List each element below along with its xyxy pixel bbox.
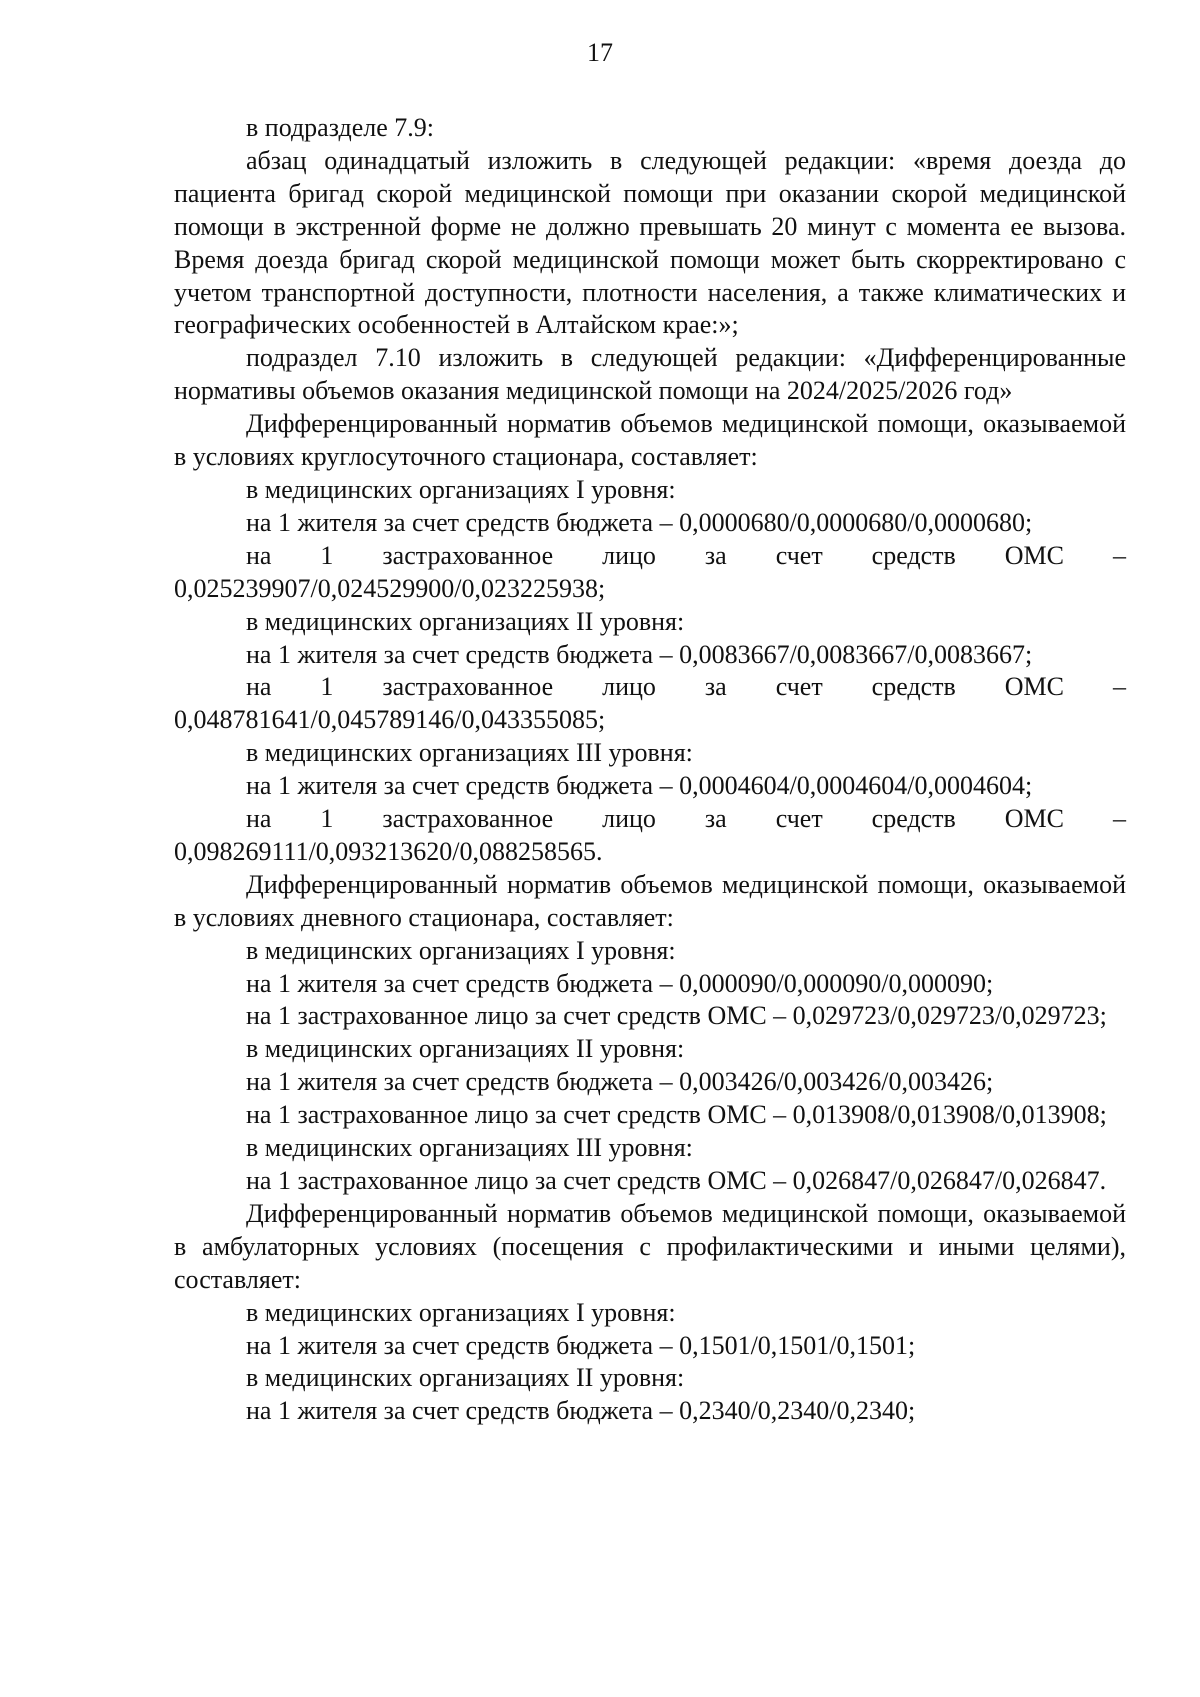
document-body xyxy=(174,112,1126,1428)
paragraph: в медицинских организациях I уровня: xyxy=(246,474,676,504)
paragraph: на 1 жителя за счет средств бюджета – 0,0083667/0,0083667/0,0083667; xyxy=(246,639,1033,669)
paragraph: в медицинских организациях I уровня: xyxy=(246,1297,676,1327)
paragraph: в медицинских организациях I уровня: xyxy=(246,935,676,965)
paragraph: на 1 жителя за счет средств бюджета – 0,003426/0,003426/0,003426; xyxy=(246,1067,994,1097)
page-number: 17 xyxy=(587,38,613,67)
paragraph: в медицинских организациях II уровня: xyxy=(246,1034,685,1064)
paragraph: на 1 жителя за счет средств бюджета – 0,0000680/0,0000680/0,0000680; xyxy=(246,507,1033,537)
paragraph: Дифференцированный норматив объемов медицинской помощи, оказываемой в условиях круглосуточного стационара, составляет: xyxy=(174,409,1126,472)
paragraph: на 1 жителя за счет средств бюджета – 0,0004604/0,0004604/0,0004604; xyxy=(246,771,1033,801)
paragraph: Дифференцированный норматив объемов медицинской помощи, оказываемой в условиях дневного стационара, составляет: xyxy=(174,869,1126,932)
paragraph: на 1 жителя за счет средств бюджета – 0,2340/0,2340/0,2340; xyxy=(246,1396,916,1426)
paragraph: в медицинских организациях II уровня: xyxy=(246,1363,685,1393)
paragraph: в медицинских организациях III уровня: xyxy=(246,1133,693,1163)
paragraph: на 1 застрахованное лицо за счет средств ОМС – 0,013908/0,013908/0,013908; xyxy=(246,1100,1107,1130)
paragraph: на 1 жителя за счет средств бюджета – 0,000090/0,000090/0,000090; xyxy=(246,968,994,998)
paragraph: в медицинских организациях III уровня: xyxy=(246,738,693,768)
paragraph: на 1 жителя за счет средств бюджета – 0,1501/0,1501/0,1501; xyxy=(246,1330,916,1360)
paragraph: Дифференцированный норматив объемов медицинской помощи, оказываемой в амбулаторных условиях (посещения с профилактическими и иными целями), составляет: xyxy=(174,1198,1126,1294)
paragraph: абзац одинадцатый изложить в следующей редакции: «время доезда до пациента бригад скорой медицинской помощи при оказании скорой медицинской помощи в экстренной форме не должно превышать 20 минут с момента ее вызова. Время доезда бригад скорой медицинской помощи может быть скорректировано с учетом транспортной доступности, плотности населения, а также климатических и географических особенностей в Алтайском крае:»; xyxy=(174,145,1126,340)
paragraph: на 1 застрахованное лицо за счет средств ОМС – 0,026847/0,026847/0,026847. xyxy=(246,1166,1107,1195)
paragraph: на 1 застрахованное лицо за счет средств ОМС – 0,048781641/0,045789146/0,043355085; xyxy=(174,672,1126,735)
paragraph: на 1 застрахованное лицо за счет средств ОМС – 0,025239907/0,024529900/0,023225938; xyxy=(174,540,1126,603)
paragraph: подраздел 7.10 изложить в следующей редакции: «Дифференцированные нормативы объемов оказания медицинской помощи на 2024/2025/2026 год» xyxy=(174,343,1126,406)
paragraph: на 1 застрахованное лицо за счет средств ОМС – 0,098269111/0,093213620/0,088258565. xyxy=(174,804,1126,866)
paragraph: в подразделе 7.9: xyxy=(246,113,435,142)
paragraph: в медицинских организациях II уровня: xyxy=(246,606,685,636)
paragraph: на 1 застрахованное лицо за счет средств ОМС – 0,029723/0,029723/0,029723; xyxy=(246,1001,1107,1031)
